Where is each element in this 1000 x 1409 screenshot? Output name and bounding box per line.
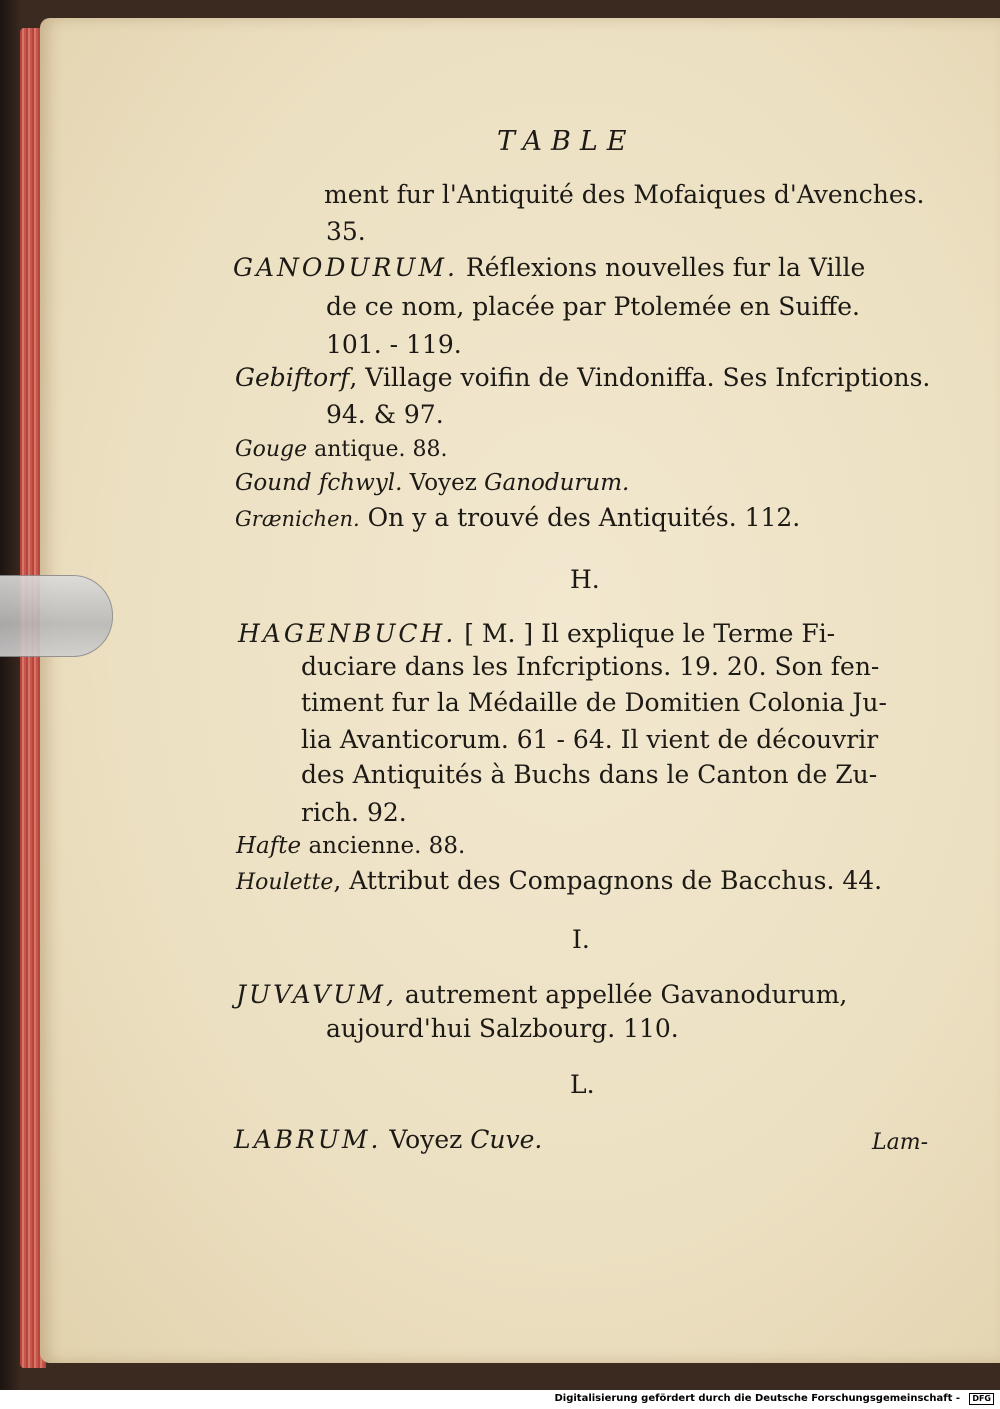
digitization-footer (0, 1390, 1000, 1409)
entry-head: Gebiftorf (235, 363, 350, 392)
entry-goundschwyl (235, 470, 629, 496)
text-line: de ce nom, placée par Ptolemée en Suiffe. (326, 292, 861, 321)
page-ref: 94. & 97. (326, 400, 444, 429)
entry-text: ancienne. 88. (308, 833, 466, 859)
entry-ref: Cuve. (470, 1125, 543, 1154)
text-line: timent fur la Médaille de Domitien Colonia Ju- (301, 688, 887, 717)
entry-head: Hafte (236, 833, 302, 859)
entry-head: GANODURUM. (233, 253, 458, 282)
entry-head: Gouge (235, 437, 308, 462)
entry-text: Réflexions nouvelles fur la Ville (465, 253, 866, 282)
entry-ref: Ganodurum. (484, 470, 630, 496)
text-line: aujourd'hui Salzbourg. 110. (326, 1014, 679, 1043)
section-letter-h: H. (570, 565, 600, 594)
page-ref: 35. (326, 217, 366, 246)
entry-juvavum (236, 980, 847, 1009)
entry-labrum (234, 1125, 542, 1154)
entry-head: Gound fchwyl. (235, 470, 403, 496)
section-letter-l: L. (570, 1070, 595, 1099)
entry-head: HAGENBUCH. (238, 619, 457, 648)
entry-graenichen (235, 503, 800, 532)
entry-text: On y a trouvé des Antiquités. 112. (367, 503, 801, 532)
entry-text: , Attribut des Compagnons de Bacchus. 44. (333, 866, 883, 895)
entry-hagenbuch (238, 619, 835, 648)
entry-ganodurum (233, 253, 865, 282)
entry-haste (236, 833, 465, 859)
entry-text: Voyez (409, 470, 477, 496)
entry-text: , Village voifin de Vindoniffa. Ses Infcriptions. (349, 363, 931, 392)
page-ref: 101. - 119. (326, 330, 462, 359)
catchword: Lam- (872, 1130, 929, 1155)
entry-head: Houlette (236, 870, 334, 895)
section-letter-i: I. (572, 925, 590, 954)
entry-head: LABRUM. (234, 1125, 382, 1154)
footer-credit: Digitalisierung gefördert durch die Deutsche Forschungsgemeinschaft - (554, 1393, 960, 1404)
text-line: des Antiquités à Buchs dans le Canton de Zu- (301, 760, 878, 789)
entry-gebistorf (235, 363, 930, 392)
page-header: TABLE (497, 126, 636, 157)
page-ref: rich. 92. (301, 798, 407, 827)
text-line: ment fur l'Antiquité des Mofaiques d'Avenches. (324, 180, 925, 209)
entry-text: [ M. ] Il explique le Terme Fi- (464, 619, 836, 648)
entry-text: Voyez (389, 1125, 463, 1154)
entry-text: antique. 88. (314, 437, 448, 462)
dfg-logo: DFG (969, 1393, 994, 1405)
text-line: lia Avanticorum. 61 - 64. Il vient de découvrir (301, 725, 879, 754)
entry-head: JUVAVUM, (236, 980, 397, 1009)
text-line: duciare dans les Infcriptions. 19. 20. Son fen- (301, 652, 880, 681)
entry-gouge (235, 437, 448, 462)
entry-text: autrement appellée Gavanodurum, (404, 980, 848, 1009)
entry-head: Grænichen. (235, 507, 360, 531)
entry-houlette (236, 866, 882, 895)
